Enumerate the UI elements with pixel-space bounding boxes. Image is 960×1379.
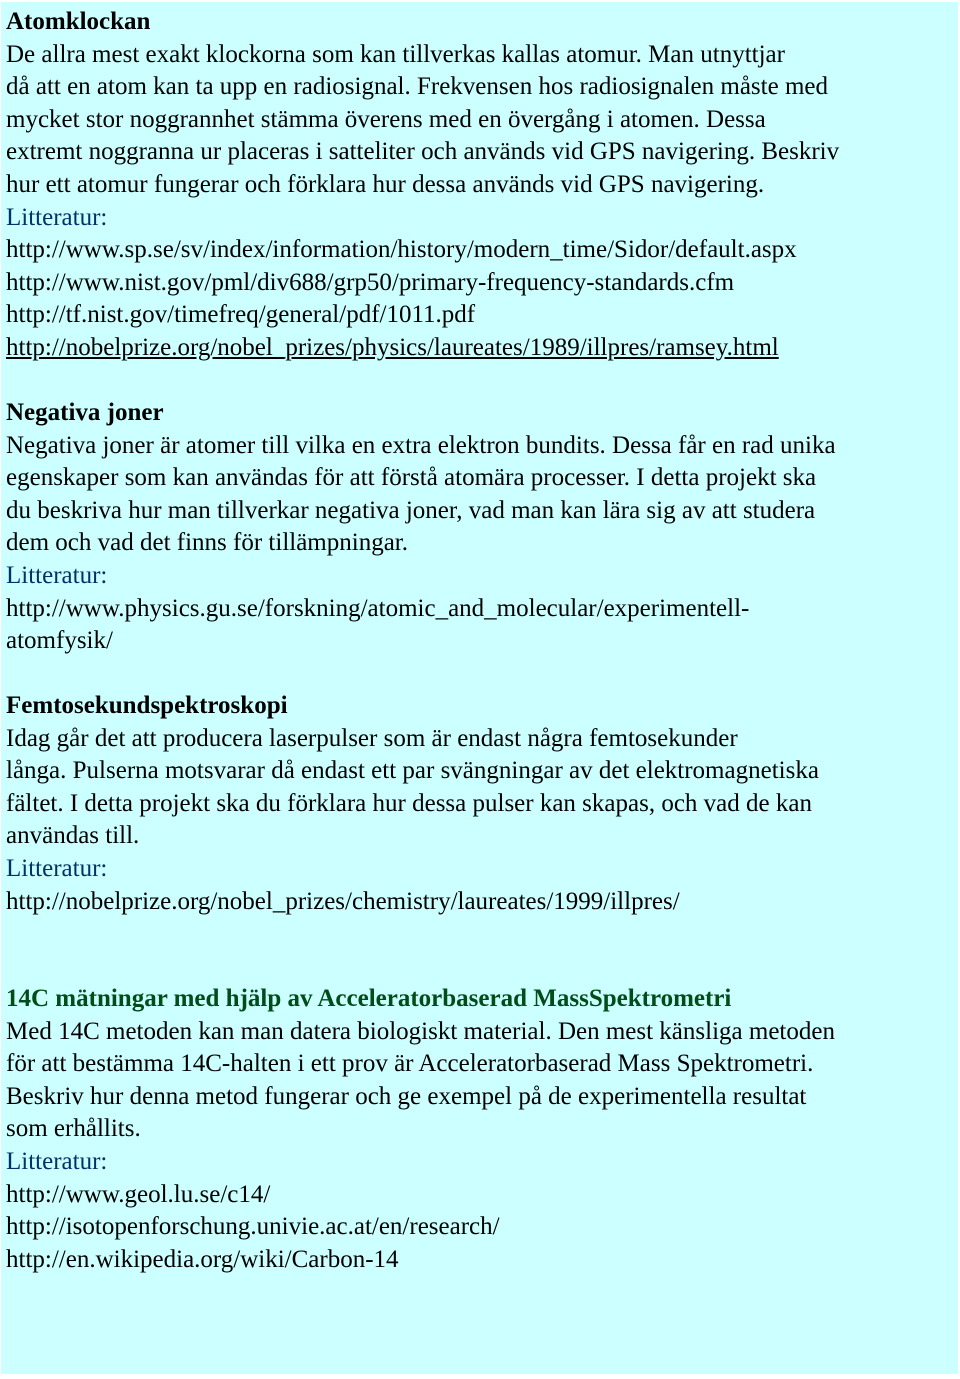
body-line: för att bestämma 14C-halten i ett prov är Acceleratorbaserad Mass Spektrometri.	[6, 1050, 814, 1078]
body-line: De allra mest exakt klockorna som kan tillverkas kallas atomur. Man utnyttjar	[6, 40, 785, 68]
section-title: Negativa joner	[6, 399, 164, 426]
section-negativa-joner	[6, 397, 956, 658]
section-femtosekundspektroskopi	[6, 690, 956, 918]
literature-link[interactable]: http://www.sp.se/sv/index/information/history/modern_time/Sidor/default.aspx	[6, 236, 797, 264]
body-line: dem och vad det finns för tillämpningar.	[6, 529, 408, 557]
literature-link[interactable]: http://www.physics.gu.se/forskning/atomic_and_molecular/experimentell-	[6, 594, 750, 622]
body-line: som erhållits.	[6, 1115, 141, 1143]
literature-link[interactable]: http://nobelprize.org/nobel_prizes/physics/laureates/1989/illpres/ramsey.html	[6, 333, 779, 361]
body-line: mycket stor noggrannhet stämma överens med en övergång i atomen. Dessa	[6, 105, 766, 133]
section-14c-matningar	[6, 983, 956, 1276]
literature-label: Litteratur:	[6, 854, 108, 882]
body-line: då att en atom kan ta upp en radiosignal. Frekvensen hos radiosignalen måste med	[6, 73, 828, 101]
literature-label: Litteratur:	[6, 561, 108, 589]
literature-link[interactable]: http://nobelprize.org/nobel_prizes/chemistry/laureates/1999/illpres/	[6, 887, 680, 915]
body-line: långa. Pulserna motsvarar då endast ett par svängningar av det elektromagnetiska	[6, 757, 819, 785]
literature-link[interactable]: http://isotopenforschung.univie.ac.at/en/research/	[6, 1213, 500, 1241]
literature-link[interactable]: http://en.wikipedia.org/wiki/Carbon-14	[6, 1245, 399, 1273]
body-line: fältet. I detta projekt ska du förklara hur dessa pulser kan skapas, och vad de kan	[6, 789, 812, 817]
literature-label: Litteratur:	[6, 1147, 108, 1175]
literature-label: Litteratur:	[6, 203, 108, 231]
body-line: Negativa joner är atomer till vilka en extra elektron bundits. Dessa får en rad unika	[6, 431, 836, 459]
body-line: Beskriv hur denna metod fungerar och ge exempel på de experimentella resultat	[6, 1082, 807, 1110]
body-line: hur ett atomur fungerar och förklara hur dessa används vid GPS navigering.	[6, 170, 765, 198]
body-line: extremt noggranna ur placeras i satteliter och används vid GPS navigering. Beskriv	[6, 138, 840, 166]
body-line: du beskriva hur man tillverkar negativa joner, vad man kan lära sig av att studera	[6, 496, 816, 524]
section-atomklockan	[6, 6, 956, 365]
section-title: Atomklockan	[6, 8, 151, 35]
literature-link[interactable]: http://tf.nist.gov/timefreq/general/pdf/1011.pdf	[6, 301, 476, 329]
section-title: 14C mätningar med hjälp av Acceleratorbaserad MassSpektrometri	[6, 985, 732, 1012]
literature-link[interactable]: atomfysik/	[6, 627, 113, 655]
section-title: Femtosekundspektroskopi	[6, 692, 288, 719]
body-line: Idag går det att producera laserpulser som är endast några femtosekunder	[6, 724, 738, 752]
literature-link[interactable]: http://www.geol.lu.se/c14/	[6, 1180, 271, 1208]
body-line: egenskaper som kan användas för att förstå atomära processer. I detta projekt ska	[6, 464, 817, 492]
body-line: användas till.	[6, 822, 140, 850]
body-line: Med 14C metoden kan man datera biologiskt material. Den mest känsliga metoden	[6, 1017, 835, 1045]
document-page	[1, 2, 958, 1374]
literature-link[interactable]: http://www.nist.gov/pml/div688/grp50/primary-frequency-standards.cfm	[6, 268, 735, 296]
